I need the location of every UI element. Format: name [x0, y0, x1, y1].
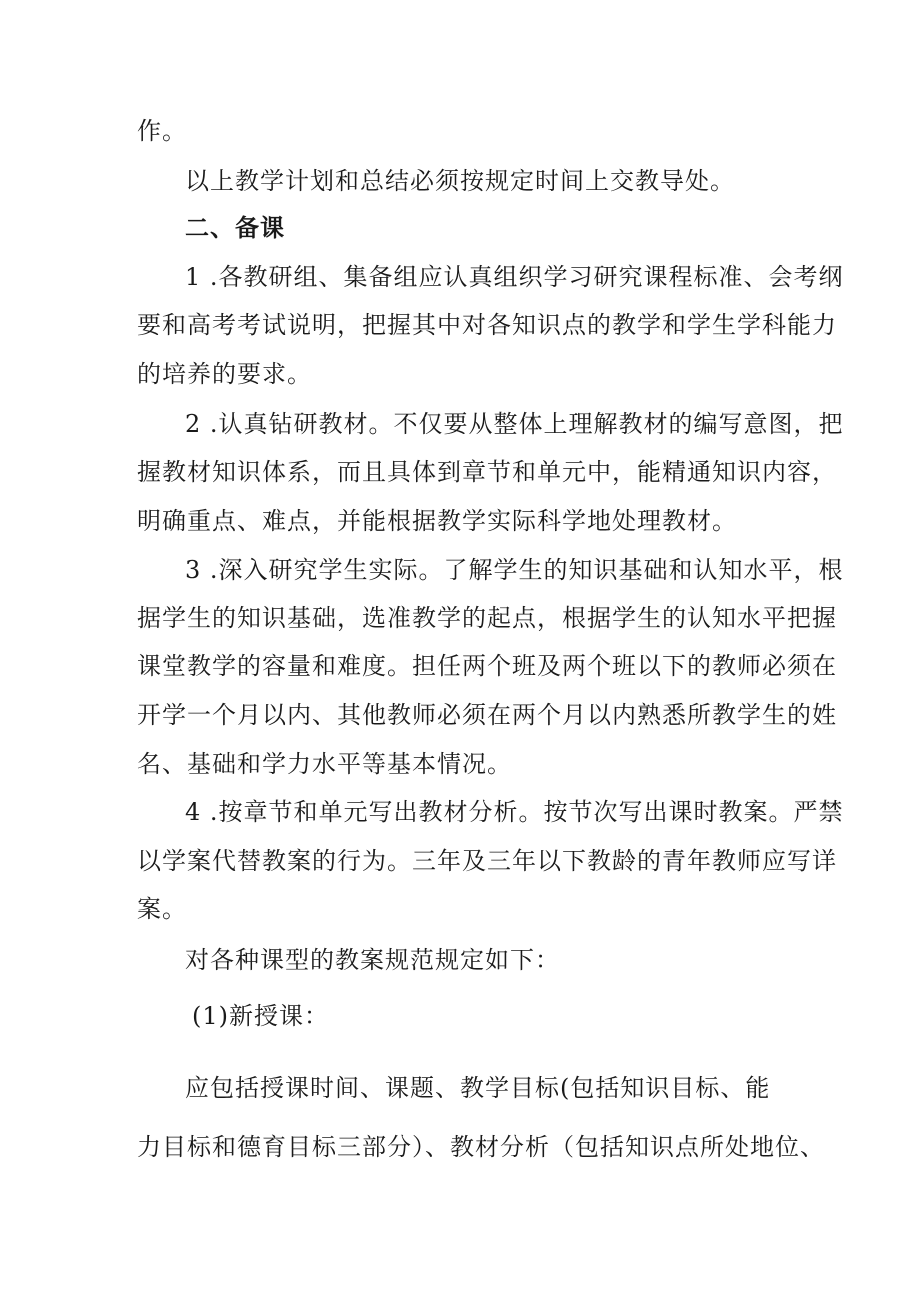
text-line: 案。: [137, 895, 187, 923]
text-line: 1 .各教研组、集备组应认真组织学习研究课程标准、会考纲: [185, 263, 844, 291]
text-line: 明确重点、难点，并能根据教学实际科学地处理教材。: [137, 507, 737, 535]
text-line: 作。: [137, 117, 187, 145]
text-line: 握教材知识体系，而且具体到章节和单元中，能精通知识内容，: [137, 458, 837, 486]
subheading: (1)新授课：: [192, 1002, 329, 1030]
text-line: 应包括授课时间、课题、教学目标(包括知识目标、能: [185, 1074, 771, 1102]
text-line: 名、基础和学力水平等基本情况。: [137, 750, 512, 778]
text-line: 开学一个月以内、其他教师必须在两个月以内熟悉所教学生的姓: [137, 701, 837, 729]
text-line: 的培养的要求。: [137, 360, 312, 388]
section-heading: 二、备课: [185, 213, 285, 242]
text-line: 4 .按章节和单元写出教材分析。按节次写出课时教案。严禁: [185, 798, 844, 826]
text-line: 课堂教学的容量和难度。担任两个班及两个班以下的教师必须在: [137, 652, 837, 680]
text-line: 以上教学计划和总结必须按规定时间上交教导处。: [185, 167, 735, 195]
text-line: 力目标和德育目标三部分）、教材分析（包括知识点所处地位、: [137, 1133, 825, 1161]
text-line: 对各种课型的教案规范规定如下：: [185, 946, 560, 974]
text-line: 要和高考考试说明，把握其中对各知识点的教学和学生学科能力: [137, 311, 837, 339]
text-line: 2 .认真钻研教材。不仅要从整体上理解教材的编写意图，把: [185, 410, 844, 438]
text-line: 据学生的知识基础，选准教学的起点，根据学生的认知水平把握: [137, 604, 837, 632]
text-line: 以学案代替教案的行为。三年及三年以下教龄的青年教师应写详: [137, 847, 837, 875]
text-line: 3 .深入研究学生实际。了解学生的知识基础和认知水平，根: [185, 556, 844, 584]
